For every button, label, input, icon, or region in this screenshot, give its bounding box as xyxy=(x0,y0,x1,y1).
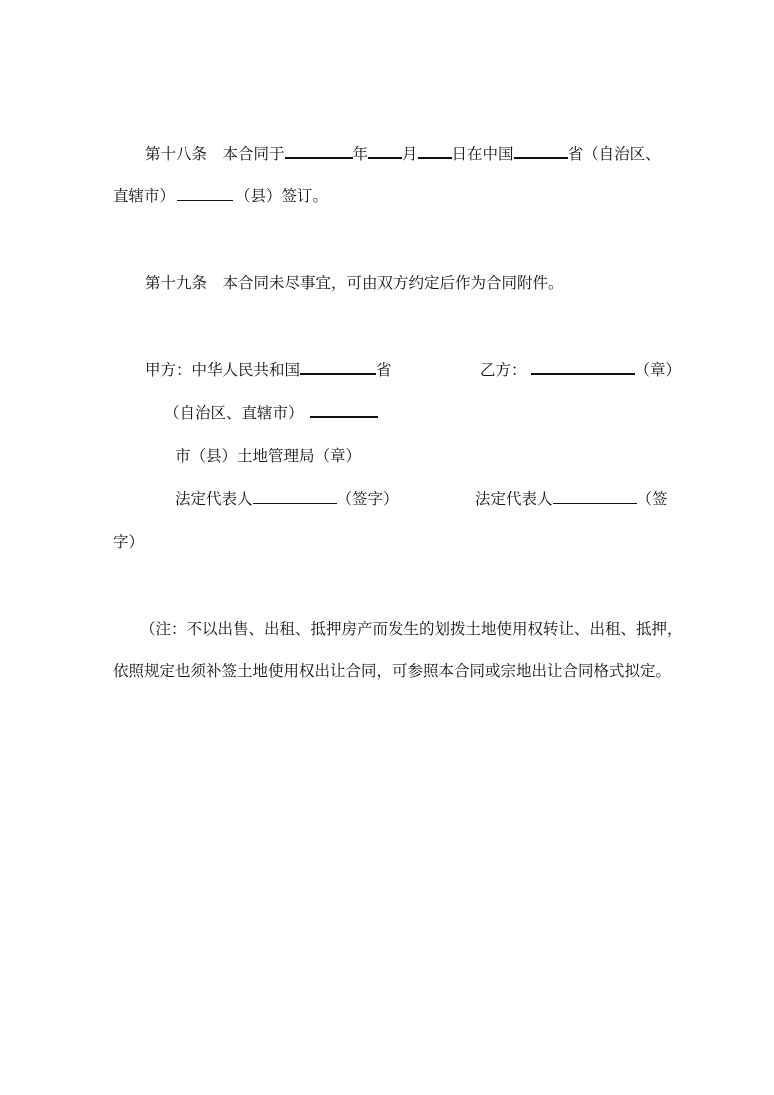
year-blank xyxy=(285,156,353,159)
party-b-line-1 xyxy=(480,360,681,380)
party-a-line-1 xyxy=(145,360,392,380)
province-blank xyxy=(514,156,568,159)
note-line-2: 依照规定也须补签土地使用权出让合同，可参照本合同或宗地出让合同格式拟定。 xyxy=(113,662,672,680)
article-18-line-2 xyxy=(113,186,328,206)
county-blank xyxy=(177,199,233,201)
article-18-intro: 第十八条 本合同于 xyxy=(145,145,285,163)
county-signed-label: （县）签订。 xyxy=(235,187,329,205)
party-b-sign-label-a: （签 xyxy=(636,490,668,508)
municipality-label: 直辖市） xyxy=(113,187,176,205)
day-label: 日在中国 xyxy=(451,145,514,163)
party-a-representative-label: 法定代表人 xyxy=(175,490,253,508)
party-a-region-blank xyxy=(310,415,378,418)
party-b-signature-blank xyxy=(553,502,637,504)
party-b-representative-label: 法定代表人 xyxy=(475,490,553,508)
party-a-province-label: 省 xyxy=(376,361,392,379)
party-a-label: 甲方：中华人民共和国 xyxy=(145,361,301,379)
month-blank xyxy=(368,156,402,159)
party-b-sign-label-b: 字） xyxy=(113,533,145,551)
party-b-label: 乙方： xyxy=(480,361,527,379)
province-label: 省（自治区、 xyxy=(567,145,661,163)
party-a-region-label: （自治区、直辖市） xyxy=(164,404,304,422)
note-line-1: （注：不以出售、出租、抵押房产而发生的划拨土地使用权转让、出租、抵押， xyxy=(140,620,683,638)
month-label: 月 xyxy=(402,145,418,163)
party-a-representative-line xyxy=(175,489,399,509)
party-a-signature-blank xyxy=(253,502,337,504)
party-a-line-2 xyxy=(164,403,378,423)
article-19: 第十九条 本合同未尽事宜，可由双方约定后作为合同附件。 xyxy=(145,274,564,292)
article-18-line-1 xyxy=(145,144,661,164)
party-a-land-bureau: 市（县）土地管理局（章） xyxy=(175,447,362,465)
party-a-province-blank xyxy=(300,372,376,375)
party-b-seal-label: （章） xyxy=(634,361,682,379)
party-b-name-blank xyxy=(531,372,635,375)
year-label: 年 xyxy=(352,145,369,163)
party-a-sign-label: （签字） xyxy=(336,490,399,508)
party-b-representative-line xyxy=(475,489,668,509)
day-blank xyxy=(418,156,452,159)
